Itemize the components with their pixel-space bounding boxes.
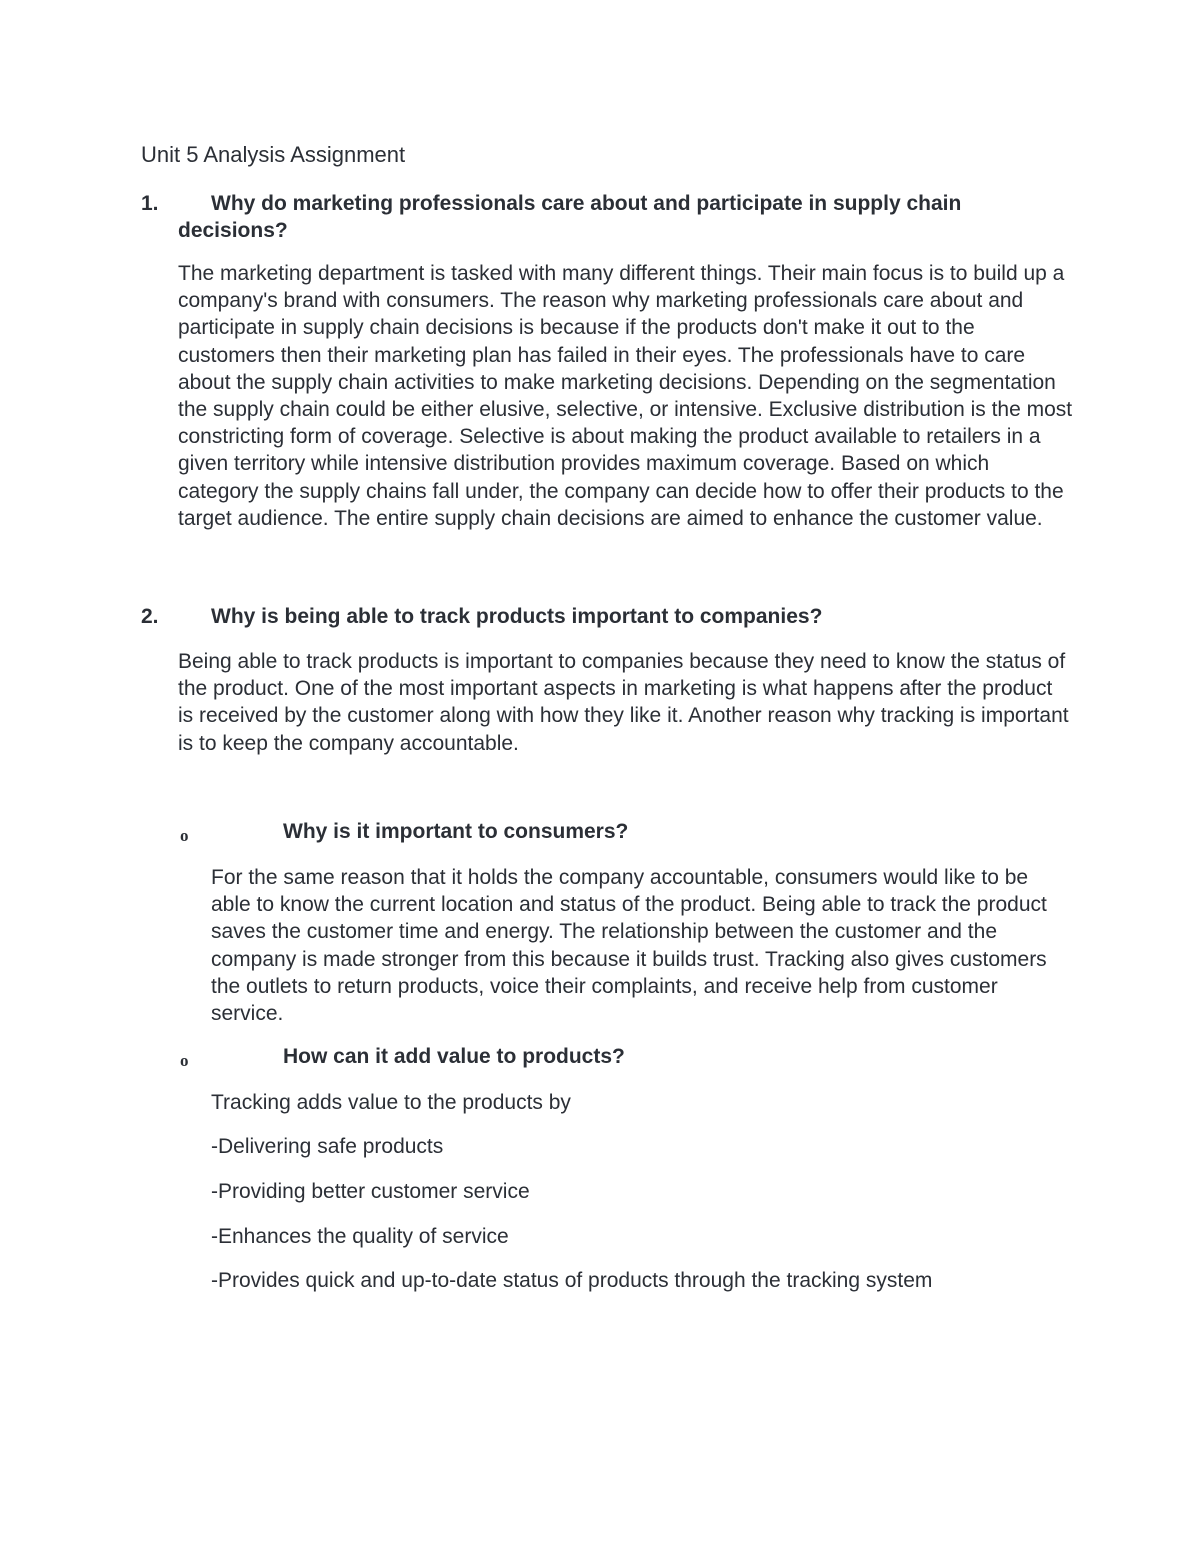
sub-answer-1-text: For the same reason that it holds the company accountable, consumers would like to be able to know the current location and status of the product. Being able to track the product saves the customer time and energy. The relationship between the customer and the company is made stronger from this because it builds trust. Tracking also gives customers the outlets to return products, voice their complaints, and receive help from customer service. [211, 866, 1047, 1026]
answer-1-text: The marketing department is tasked with many different things. Their main focus is to build up a company's brand with consumers. The reason why marketing professionals care about and participate in supply chain decisions is because if the products don't make it out to the customers then their marketing plan has failed in their eyes. The professionals have to care about the supply chain activities to make marketing decisions. Depending on the segmentation the supply chain could be either elusive, selective, or intensive. Exclusive distribution is the most constricting form of coverage. Selective is about making the product available to retailers in a given territory while intensive distribution provides maximum coverage. Based on which category the supply chains fall under, the company can decide how to offer their products to the target audience. The entire supply chain decisions are aimed to enhance the customer value. [178, 262, 1073, 530]
value-list-item: -Provides quick and up-to-date status of products through the tracking system [211, 1269, 933, 1292]
value-list-item: -Delivering safe products [211, 1135, 444, 1158]
question-2-number: 2. [141, 605, 159, 628]
sub-question-2-bullet: o [180, 1051, 189, 1070]
sub-question-1-text: Why is it important to consumers? [283, 820, 629, 843]
question-1-text: Why do marketing professionals care about and participate in supply chain decisions? [178, 192, 962, 242]
value-list-item: -Enhances the quality of service [211, 1225, 509, 1248]
question-2-text: Why is being able to track products important to companies? [211, 605, 823, 628]
answer-2-text: Being able to track products is important to companies because they need to know the status of the product. One of the most important aspects in marketing is what happens after the product is received by the customer along with how they like it. Another reason why tracking is important is to keep the company accountable. [178, 650, 1069, 755]
value-list-item: -Providing better customer service [211, 1180, 530, 1203]
question-1-number: 1. [141, 192, 159, 215]
sub-answer-2-intro: Tracking adds value to the products by [211, 1091, 571, 1114]
sub-question-1-bullet: o [180, 826, 189, 845]
sub-question-2-text: How can it add value to products? [283, 1045, 625, 1068]
document-title: Unit 5 Analysis Assignment [141, 142, 406, 167]
